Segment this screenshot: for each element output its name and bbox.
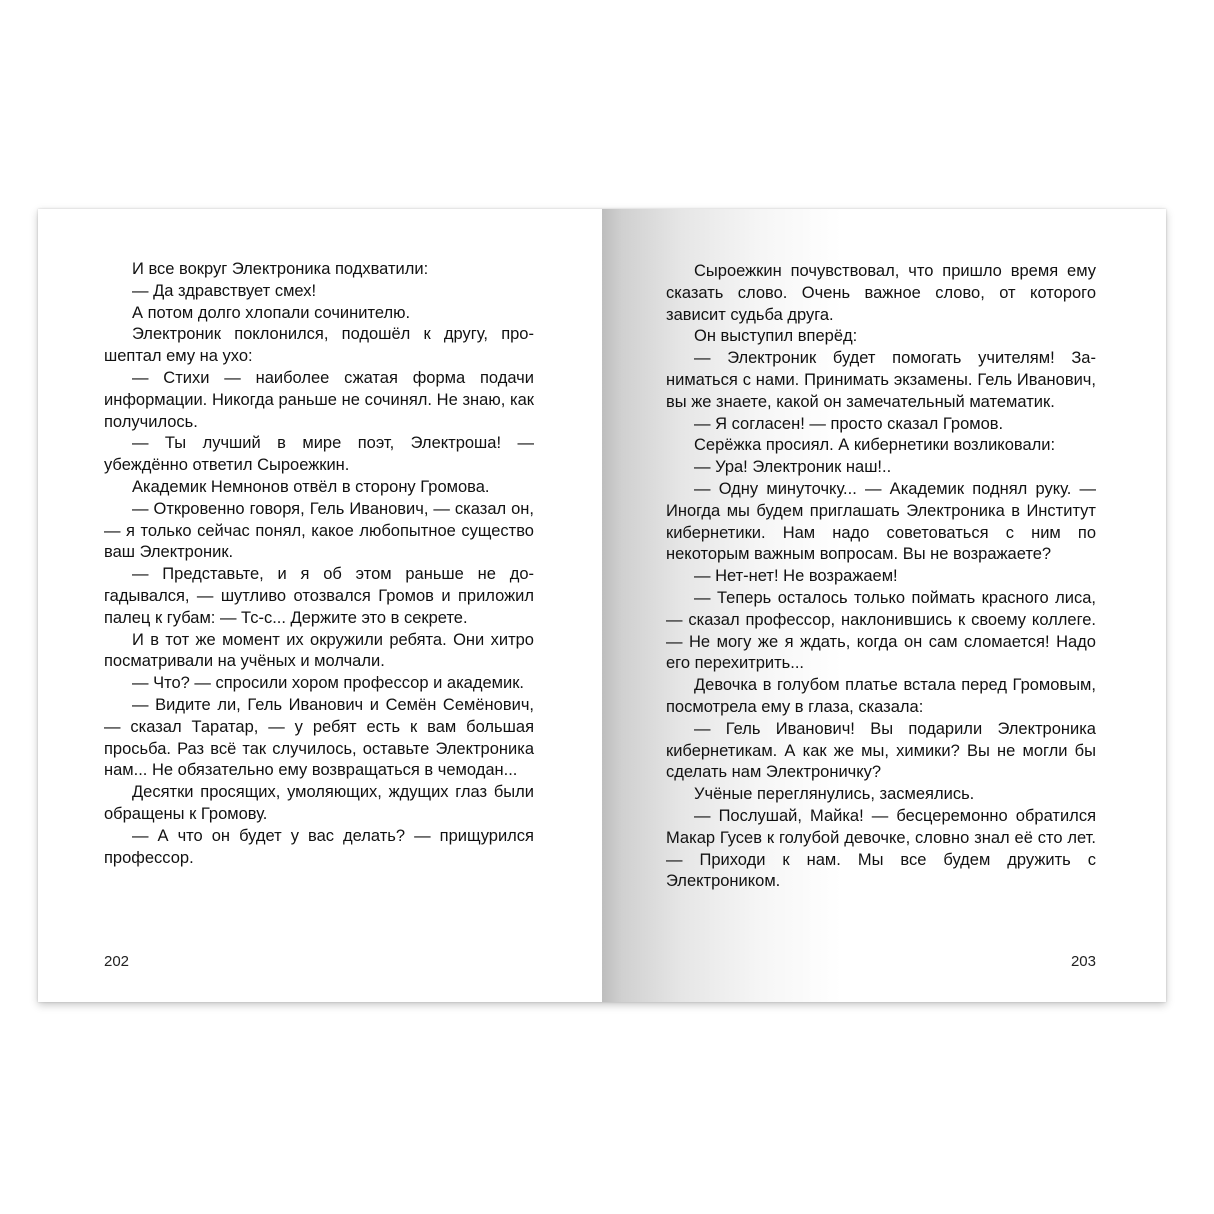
paragraph: Учёные переглянулись, засмеялись.	[694, 785, 975, 804]
paragraph: — Гель Иванович! Вы подарили Электроника кибернетикам. А как же мы, химики? Вы не могли бы сделать нам Электроничку?	[666, 719, 1096, 782]
paragraph: — Да здравствует смех!	[132, 281, 317, 300]
paragraph: Десятки просящих, умоляющих, ждущих глаз были обращены к Громову.	[104, 783, 534, 823]
paragraph: — Электроник будет помогать учителям! Заниматься с нами. Принимать экзамены. Гель Иванович, вы же знаете, какой он замечательный математик.	[666, 349, 1096, 411]
left-page	[38, 209, 602, 1002]
paragraph: — Ты лучший в мире поэт, Электроша! — убеждённо ответил Сыроежкин.	[104, 434, 534, 475]
paragraph: — А что он будет у вас делать? — прищурился профессор.	[104, 826, 534, 867]
paragraph: Академик Немнонов отвёл в сторону Громова.	[132, 477, 490, 496]
paragraph: — Видите ли, Гель Иванович и Семён Семёнович, — сказал Таратар, — у ребят есть к вам большая просьба. Раз всё так случилось, оставьте Электроника нам... Не обязательно ему возвращаться в чемодан...	[104, 695, 534, 780]
page-number: 203	[1070, 953, 1096, 970]
paragraph: — Откровенно говоря, Гель Иванович, — сказал он, — я только сейчас понял, какое любопытное существо ваш Электроник.	[104, 499, 534, 562]
paragraph: — Что? — спросили хором профессор и академик.	[132, 674, 524, 693]
paragraph: И все вокруг Электроника подхватили:	[132, 260, 429, 278]
paragraph: И в тот же момент их окружили ребята. Они хитро посматривали на учёных и молчали.	[104, 630, 534, 671]
paragraph: Электроник поклонился, подошёл к другу, прошептал ему на ухо:	[104, 325, 534, 366]
paragraph: Сыроежкин почувствовал, что пришло время ему сказать слово. Очень важное слово, от которого зависит судьба друга.	[666, 262, 1096, 324]
paragraph: А потом долго хлопали сочинителю.	[132, 303, 411, 322]
paragraph: — Представьте, и я об этом раньше не догадывался, — шутливо отозвался Громов и приложил палец к губам: — Тс-с... Держите это в секрете.	[104, 565, 534, 627]
paragraph: Серёжка просиял. А кибернетики возликовали:	[694, 436, 1056, 455]
right-page	[602, 209, 1166, 1002]
paragraph: — Послушай, Майка! — бесцеремонно обратился Макар Гусев к голубой девочке, словно знал её сто лет. — Приходи к нам. Мы все будем дружить с Электроником.	[666, 806, 1096, 891]
paragraph: — Я согласен! — просто сказал Громов.	[694, 414, 1004, 433]
paragraph: — Нет-нет! Не возражаем!	[694, 567, 898, 586]
page-number: 202	[104, 953, 130, 970]
paragraph: — Одну минуточку... — Академик поднял руку. — Иногда мы будем приглашать Электроника в Институт кибернетики. Нам надо советоваться с ним по некоторым важным вопросам. Вы не возражаете?	[666, 479, 1096, 564]
right-page-text	[666, 261, 1096, 893]
paragraph: Девочка в голубом платье встала перед Громовым, посмотрела ему в глаза, сказала:	[666, 676, 1096, 716]
left-page-text	[104, 259, 534, 869]
open-book-spread	[38, 209, 1166, 1002]
paragraph: — Ура! Электроник наш!..	[694, 458, 892, 477]
paragraph: — Теперь осталось только поймать красного лиса, — сказал профессор, наклонившись к своему коллеге. — Не могу же я ждать, когда он сам сломается! Надо его перехитрить...	[666, 588, 1096, 673]
paragraph: — Стихи — наиболее сжатая форма подачи информации. Никогда раньше не сочинял. Не знаю, как получилось.	[104, 368, 534, 431]
paragraph: Он выступил вперёд:	[694, 327, 858, 346]
